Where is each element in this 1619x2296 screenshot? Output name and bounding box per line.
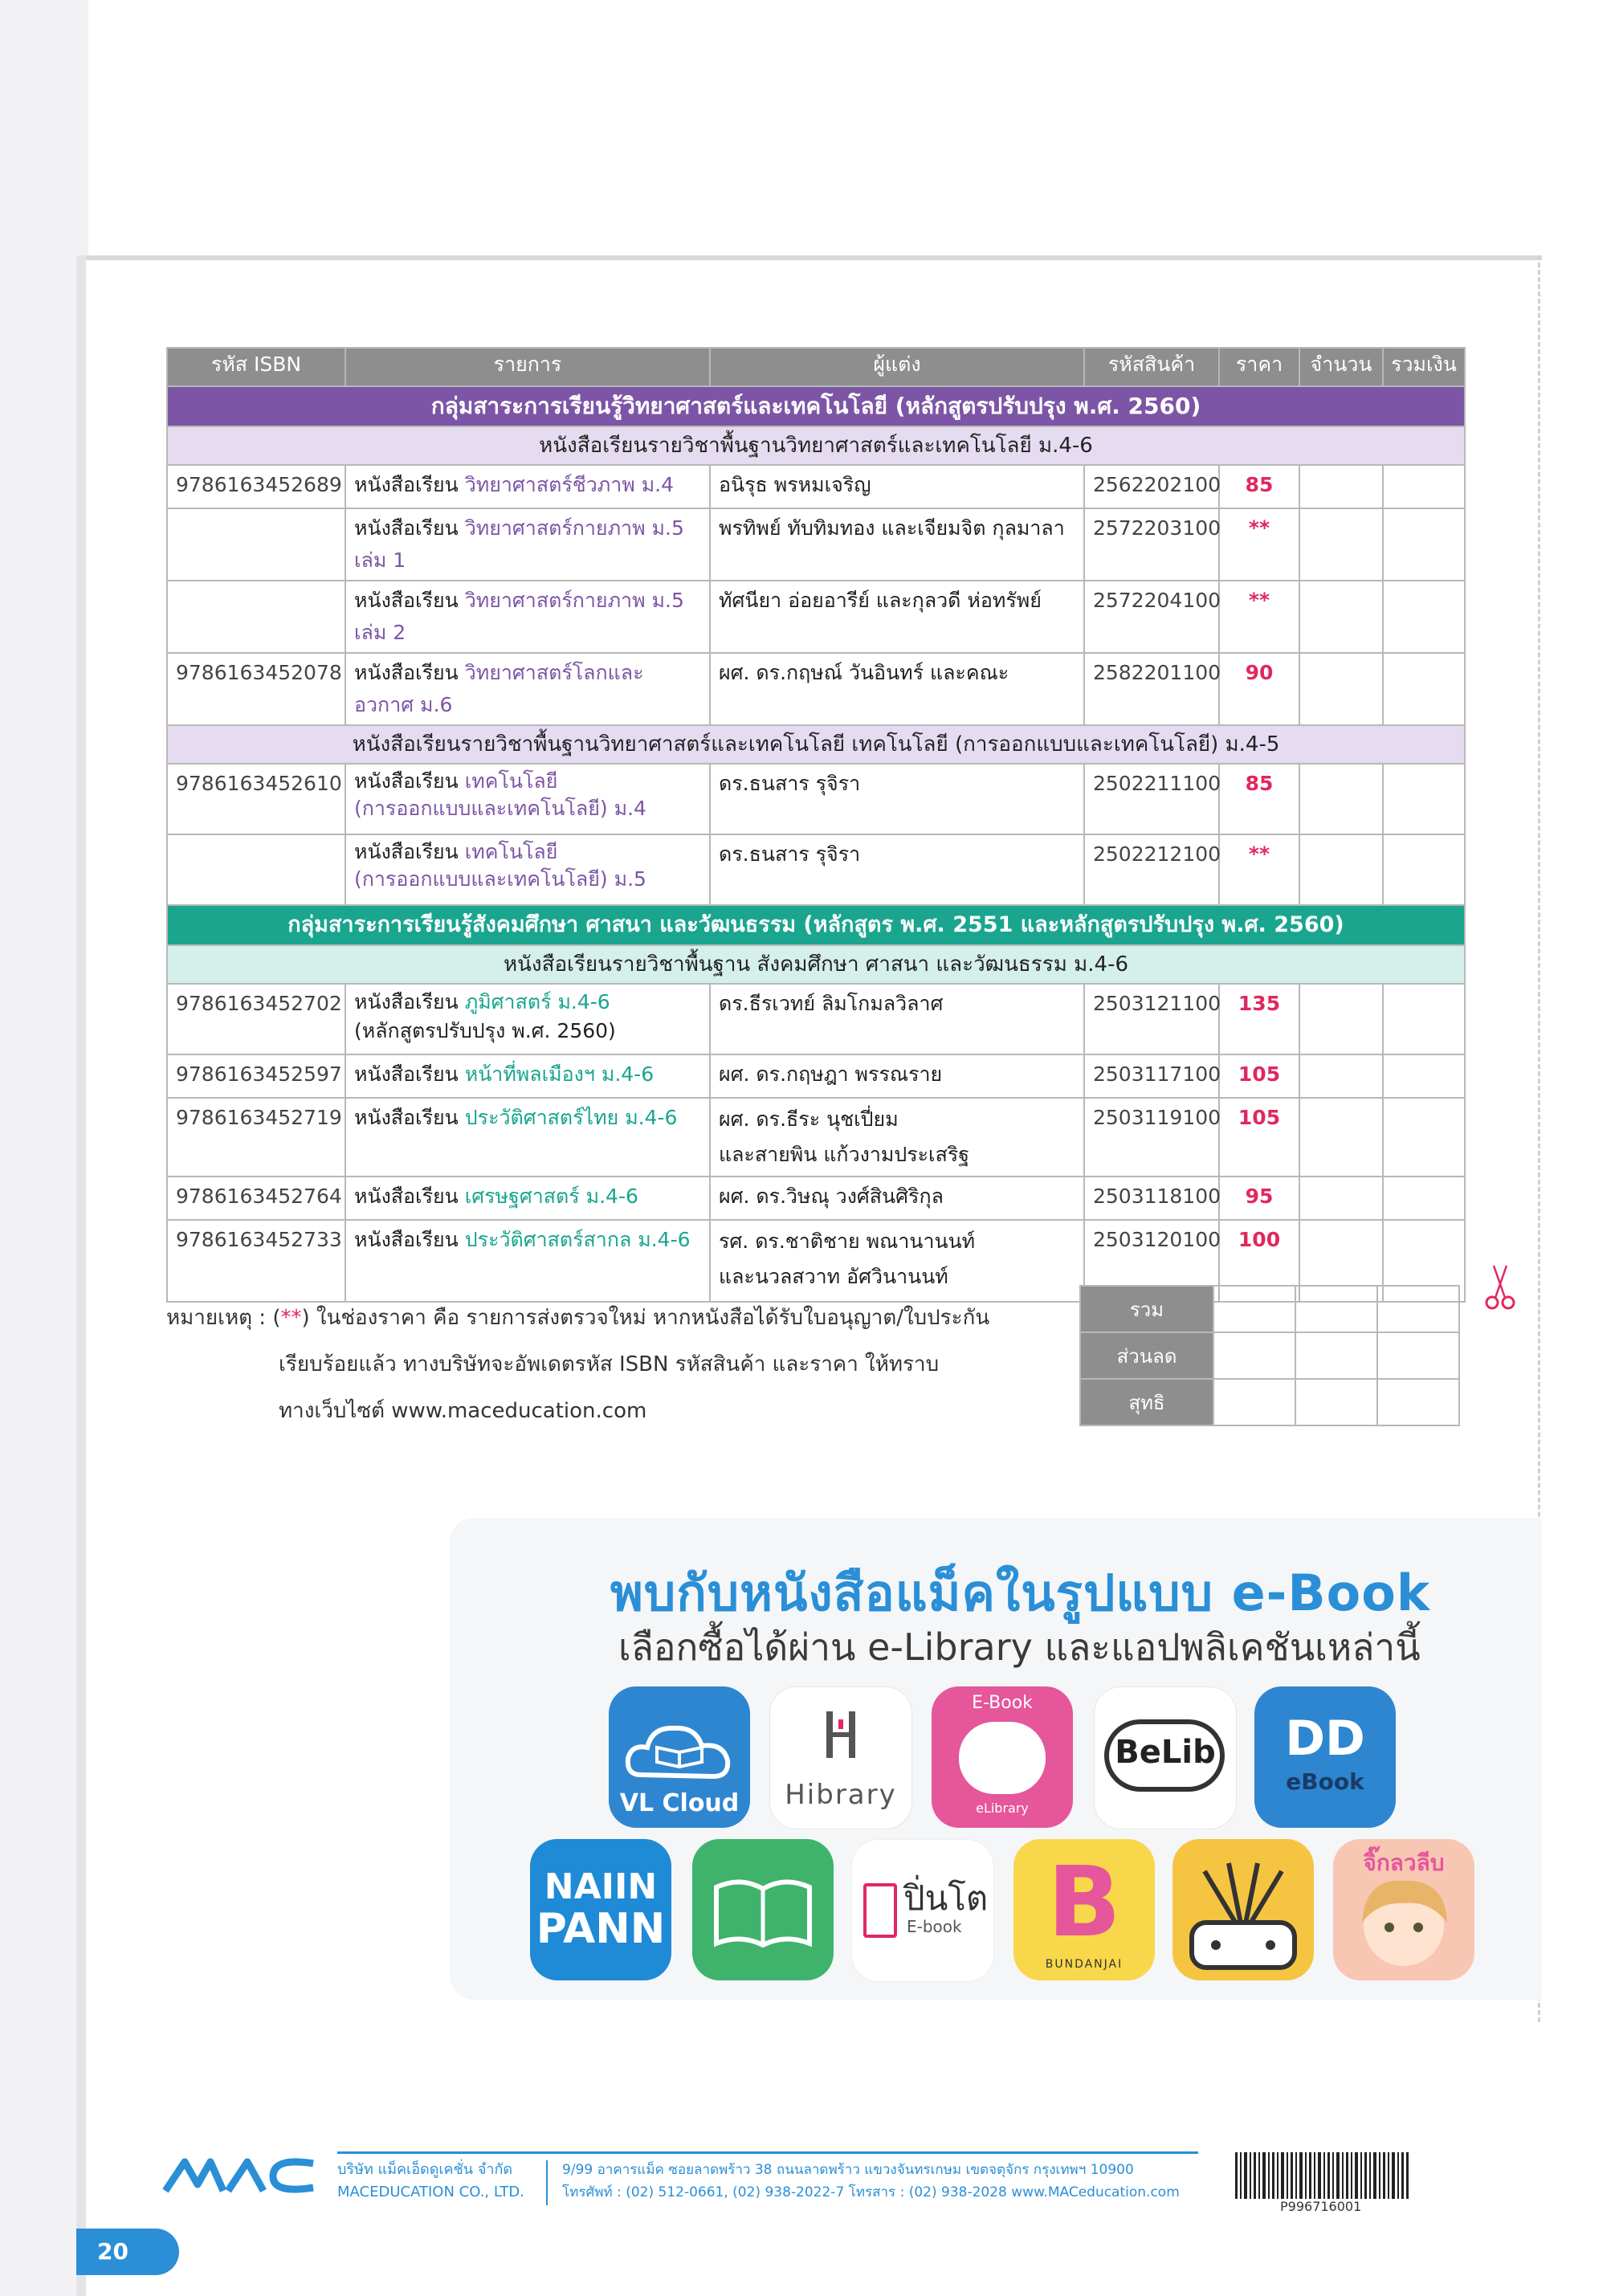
- item-title-line2: (การออกแบบและเทคโนโลยี) ม.5: [354, 867, 646, 891]
- code-cell: 2503120100: [1084, 1220, 1219, 1302]
- item-prefix: หนังสือเรียน: [354, 990, 459, 1013]
- order-table: [166, 347, 1466, 1303]
- item-cell: [345, 984, 710, 1054]
- ebook-subtitle: เลือกซื้อได้ผ่าน e-Library และแอปพลิเคชันเหล่านี้: [618, 1625, 1421, 1669]
- author-name-2: และนวลสวาท อัศวินานนท์: [719, 1265, 948, 1288]
- qty-cell[interactable]: [1299, 653, 1383, 725]
- header-price: ราคา: [1219, 348, 1299, 386]
- company-phone: โทรศัพท์ : (02) 512-0661, (02) 938-2022-7 โทรสาร : (02) 938-2028 www.MACeducation.com: [562, 2184, 1180, 2200]
- total-cell: [1383, 764, 1465, 834]
- ebook-title: พบกับหนังสือแม็คในรูปแบบ e-Book: [610, 1564, 1431, 1622]
- company-name-en: MACEDUCATION CO., LTD.: [337, 2184, 524, 2200]
- author-cell: ดร.ธนสาร รุจิรา: [710, 764, 1084, 834]
- item-prefix: หนังสือเรียน: [354, 661, 459, 684]
- item-title: เศรษฐศาสตร์ ม.4-6: [464, 1185, 638, 1208]
- green-book-app-icon[interactable]: [692, 1839, 834, 1980]
- item-title: เทคโนโลยี: [464, 840, 558, 863]
- qty-cell[interactable]: [1299, 764, 1383, 834]
- elibrary-app-icon[interactable]: [932, 1686, 1073, 1828]
- barcode-number: P996716001: [1280, 2199, 1362, 2214]
- item-cell: [345, 581, 710, 653]
- group-heading: [167, 386, 1465, 426]
- barcode-icon: [1235, 2152, 1410, 2200]
- qty-cell[interactable]: [1299, 465, 1383, 508]
- bundanjai-label: BUNDANJAI: [1045, 1958, 1124, 1971]
- summary-cell[interactable]: [1377, 1286, 1459, 1332]
- item-title: เทคโนโลยี: [464, 769, 558, 793]
- code-cell: 2582201100: [1084, 653, 1219, 725]
- price-cell: **: [1219, 581, 1299, 653]
- hibrary-app-icon[interactable]: [769, 1686, 912, 1829]
- item-prefix: หนังสือเรียน: [354, 473, 459, 496]
- code-cell: 2572203100: [1084, 508, 1219, 581]
- bundanjai-app-icon[interactable]: [1013, 1839, 1155, 1980]
- item-cell: [345, 764, 710, 834]
- mebmarket-app-icon[interactable]: [1172, 1839, 1314, 1980]
- price-cell: **: [1219, 508, 1299, 581]
- qty-cell[interactable]: [1299, 984, 1383, 1054]
- code-cell: 2503117100: [1084, 1054, 1219, 1098]
- code-cell: 2502211100: [1084, 764, 1219, 834]
- price-cell: 135: [1219, 984, 1299, 1054]
- price-cell: 90: [1219, 653, 1299, 725]
- qty-cell[interactable]: [1299, 1054, 1383, 1098]
- qty-cell[interactable]: [1299, 834, 1383, 905]
- code-cell: 2503119100: [1084, 1098, 1219, 1177]
- item-prefix: หนังสือเรียน: [354, 516, 459, 540]
- item-cell: [345, 508, 710, 581]
- subgroup-heading: [167, 426, 1465, 465]
- footer-company: [337, 2159, 524, 2204]
- code-cell: 2503121100: [1084, 984, 1219, 1054]
- naiinpann-label-2: PANN: [536, 1905, 666, 1953]
- summary-cell[interactable]: [1213, 1286, 1295, 1332]
- isbn-cell: 9786163452764: [167, 1177, 345, 1220]
- item-cell: [345, 1054, 710, 1098]
- item-title: วิทยาศาสตร์กายภาพ ม.5 เล่ม 1: [354, 516, 684, 572]
- item-title-line2: (การออกแบบและเทคโนโลยี) ม.4: [354, 797, 646, 820]
- item-prefix: หนังสือเรียน: [354, 1228, 459, 1251]
- isbn-cell: 9786163452689: [167, 465, 345, 508]
- hibrary-mark-icon: [770, 1687, 911, 1792]
- naiinpann-label-1: NAIIN: [544, 1866, 658, 1907]
- footer-contact: [562, 2159, 1180, 2204]
- summary-discount-label: ส่วนลด: [1080, 1332, 1213, 1379]
- belib-app-icon[interactable]: [1094, 1686, 1237, 1829]
- subgroup-title: หนังสือเรียนรายวิชาพื้นฐาน สังคมศึกษา ศาสนา และวัฒนธรรม ม.4-6: [167, 945, 1465, 984]
- author-cell: [710, 1220, 1084, 1302]
- price-cell: 105: [1219, 1098, 1299, 1177]
- item-cell: [345, 1220, 710, 1302]
- footer-divider: [337, 2151, 1198, 2154]
- item-cell: [345, 1098, 710, 1177]
- page-edge: [76, 255, 86, 2296]
- code-cell: 2503118100: [1084, 1177, 1219, 1220]
- item-title: ประวัติศาสตร์สากล ม.4-6: [464, 1228, 691, 1251]
- item-cell: [345, 1177, 710, 1220]
- author-cell: ดร.ธีรเวทย์ ลิมโกมลวิลาศ: [710, 984, 1084, 1054]
- note-open: (: [272, 1306, 281, 1330]
- isbn-cell: 9786163452733: [167, 1220, 345, 1302]
- table-row: [167, 653, 1465, 725]
- qty-cell[interactable]: [1299, 1098, 1383, 1177]
- author-cell: อนิรุธ พรหมเจริญ: [710, 465, 1084, 508]
- naiinpann-app-icon[interactable]: [530, 1839, 671, 1980]
- note-line3: ทางเว็บไซต์ www.maceducation.com: [279, 1399, 647, 1423]
- belib-label: BeLib: [1115, 1734, 1216, 1771]
- item-title: ภูมิศาสตร์ ม.4-6: [464, 990, 610, 1013]
- summary-cell[interactable]: [1213, 1379, 1295, 1425]
- code-cell: 2562202100: [1084, 465, 1219, 508]
- header-author: ผู้แต่ง: [710, 348, 1084, 386]
- note-line2: เรียบร้อยแล้ว ทางบริษัทจะอัพเดตรหัส ISBN รหัสสินค้า และราคา ให้ทราบ: [279, 1352, 940, 1376]
- total-cell: [1383, 1177, 1465, 1220]
- item-title: วิทยาศาสตร์โลกและอวกาศ ม.6: [354, 661, 644, 716]
- item-prefix: หนังสือเรียน: [354, 769, 459, 793]
- note-line1: ) ในช่องราคา คือ รายการส่งตรวจใหม่ หากหนังสือได้รับใบอนุญาต/ใบประกัน: [301, 1306, 990, 1330]
- summary-table: [1079, 1285, 1460, 1426]
- subgroup-heading: [167, 725, 1465, 764]
- author-cell: [710, 1098, 1084, 1177]
- subgroup-title: หนังสือเรียนรายวิชาพื้นฐานวิทยาศาสตร์และเทคโนโลยี ม.4-6: [167, 426, 1465, 465]
- group-heading: [167, 905, 1465, 945]
- author-cell: ผศ. ดร.กฤษณ์ วันอินทร์ และคณะ: [710, 653, 1084, 725]
- price-cell: 95: [1219, 1177, 1299, 1220]
- isbn-cell: [167, 834, 345, 905]
- item-title: ประวัติศาสตร์ไทย ม.4-6: [464, 1106, 678, 1129]
- total-cell: [1383, 1054, 1465, 1098]
- open-book-icon: [692, 1839, 834, 1980]
- table-row: [167, 834, 1465, 905]
- total-cell: [1383, 984, 1465, 1054]
- author-cell: ผศ. ดร.วิษณุ วงศ์สินศิริกุล: [710, 1177, 1084, 1220]
- author-cell: ผศ. ดร.กฤษฎา พรรณราย: [710, 1054, 1084, 1098]
- author-name-2: และสายพิน แก้วงามประเสริฐ: [719, 1143, 970, 1166]
- table-row: [167, 1098, 1465, 1177]
- summary-total-label: รวม: [1080, 1286, 1213, 1332]
- item-title: วิทยาศาสตร์ชีวภาพ ม.4: [464, 473, 675, 496]
- summary-cell[interactable]: [1213, 1332, 1295, 1379]
- item-title-line2: (หลักสูตรปรับปรุง พ.ศ. 2560): [354, 1019, 616, 1042]
- note-label: หมายเหตุ :: [166, 1306, 267, 1330]
- author-cell: ทัศนียา อ่อยอารีย์ และกุลวดี ห่อทรัพย์: [710, 581, 1084, 653]
- elibrary-top-label: E-Book: [972, 1693, 1033, 1713]
- page-number: 20: [76, 2229, 179, 2275]
- vlcloud-label: VL Cloud: [619, 1789, 740, 1817]
- header-isbn: รหัส ISBN: [167, 348, 345, 386]
- table-row: [167, 465, 1465, 508]
- qty-cell[interactable]: [1299, 1177, 1383, 1220]
- table-row: [167, 984, 1465, 1054]
- pinto-app-icon[interactable]: [851, 1839, 994, 1982]
- isbn-cell: 9786163452702: [167, 984, 345, 1054]
- note-stars: **: [280, 1306, 302, 1330]
- pinto-label-2: E-book: [907, 1917, 962, 1936]
- rabbit-icon: [1172, 1839, 1314, 1980]
- pinto-label-1: ปิ่นโต: [903, 1878, 989, 1918]
- chiang-app-icon[interactable]: [1333, 1839, 1474, 1980]
- total-cell: [1383, 508, 1465, 581]
- summary-cell[interactable]: [1377, 1379, 1459, 1425]
- isbn-cell: 9786163452078: [167, 653, 345, 725]
- dd-ebook-label: eBook: [1286, 1768, 1364, 1795]
- summary-cell[interactable]: [1295, 1286, 1377, 1332]
- qty-cell[interactable]: [1299, 581, 1383, 653]
- author-cell: ดร.ธนสาร รุจิรา: [710, 834, 1084, 905]
- header-item: รายการ: [345, 348, 710, 386]
- header-total: รวมเงิน: [1383, 348, 1465, 386]
- group-title: กลุ่มสาระการเรียนรู้วิทยาศาสตร์และเทคโนโลยี (หลักสูตรปรับปรุง พ.ศ. 2560): [167, 386, 1465, 426]
- item-cell: [345, 834, 710, 905]
- isbn-cell: 9786163452610: [167, 764, 345, 834]
- item-title: วิทยาศาสตร์กายภาพ ม.5 เล่ม 2: [354, 589, 684, 644]
- item-cell: [345, 653, 710, 725]
- table-row: [167, 764, 1465, 834]
- total-cell: [1383, 653, 1465, 725]
- footnote: [166, 1295, 1058, 1434]
- dd-ebook-app-icon[interactable]: [1254, 1686, 1396, 1828]
- author-name: ผศ. ดร.ธีระ นุชเปี่ยม: [719, 1107, 899, 1131]
- subgroup-title: หนังสือเรียนรายวิชาพื้นฐานวิทยาศาสตร์และเทคโนโลยี เทคโนโลยี (การออกแบบและเทคโนโลยี) ม.4-5: [167, 725, 1465, 764]
- bundanjai-letter: B: [1047, 1847, 1121, 1959]
- code-cell: 2502212100: [1084, 834, 1219, 905]
- company-name-th: บริษัท แม็คเอ็ดดูเคชั่น จำกัด: [337, 2161, 513, 2178]
- header-qty: จำนวน: [1299, 348, 1383, 386]
- elibrary-small-label: eLibrary: [976, 1801, 1029, 1816]
- item-prefix: หนังสือเรียน: [354, 1062, 459, 1086]
- price-cell: 85: [1219, 465, 1299, 508]
- price-cell: **: [1219, 834, 1299, 905]
- price-cell: 100: [1219, 1220, 1299, 1302]
- price-cell: 105: [1219, 1054, 1299, 1098]
- summary-cell[interactable]: [1295, 1332, 1377, 1379]
- subgroup-heading: [167, 945, 1465, 984]
- group-title: กลุ่มสาระการเรียนรู้สังคมศึกษา ศาสนา และวัฒนธรรม (หลักสูตร พ.ศ. 2551 และหลักสูตรปรับปรุง พ.ศ. 2560): [167, 905, 1465, 945]
- isbn-cell: 9786163452597: [167, 1054, 345, 1098]
- isbn-cell: [167, 508, 345, 581]
- total-cell: [1383, 1098, 1465, 1177]
- price-cell: 85: [1219, 764, 1299, 834]
- summary-cell[interactable]: [1295, 1379, 1377, 1425]
- isbn-cell: 9786163452719: [167, 1098, 345, 1177]
- total-cell: [1383, 581, 1465, 653]
- table-row: [167, 1177, 1465, 1220]
- pinto-book-icon: [863, 1883, 897, 1938]
- qty-cell[interactable]: [1299, 508, 1383, 581]
- table-row: [167, 1054, 1465, 1098]
- item-title: หน้าที่พลเมืองฯ ม.4-6: [464, 1062, 655, 1086]
- item-prefix: หนังสือเรียน: [354, 840, 459, 863]
- vlcloud-app-icon[interactable]: [609, 1686, 750, 1828]
- mac-logo-icon: [161, 2152, 321, 2197]
- total-cell: [1383, 834, 1465, 905]
- item-prefix: หนังสือเรียน: [354, 1185, 459, 1208]
- table-row: [167, 508, 1465, 581]
- item-prefix: หนังสือเรียน: [354, 589, 459, 612]
- author-cell: พรทิพย์ ทับทิมทอง และเจียมจิต กุลมาลา: [710, 508, 1084, 581]
- dd-label: DD: [1285, 1711, 1365, 1767]
- table-header: [167, 348, 1465, 386]
- author-name: รศ. ดร.ชาติชาย พณานานนท์: [719, 1230, 976, 1253]
- scan-margin: [0, 0, 88, 2296]
- total-cell: [1383, 465, 1465, 508]
- table-row: [167, 581, 1465, 653]
- chiang-label: จิ๊กลวลีบ: [1363, 1849, 1445, 1876]
- elibrary-book-icon: [959, 1722, 1046, 1794]
- isbn-cell: [167, 581, 345, 653]
- scissors-icon: [1484, 1262, 1516, 1311]
- summary-cell[interactable]: [1377, 1332, 1459, 1379]
- hibrary-label: Hibrary: [785, 1779, 897, 1811]
- summary-net-label: สุทธิ: [1080, 1379, 1213, 1425]
- header-code: รหัสสินค้า: [1084, 348, 1219, 386]
- footer-separator: [546, 2160, 548, 2205]
- code-cell: 2572204100: [1084, 581, 1219, 653]
- item-cell: [345, 465, 710, 508]
- item-prefix: หนังสือเรียน: [354, 1106, 459, 1129]
- company-address: 9/99 อาคารแม็ค ซอยลาดพร้าว 38 ถนนลาดพร้าว แขวงจันทรเกษม เขตจตุจักร กรุงเทพฯ 10900: [562, 2162, 1134, 2178]
